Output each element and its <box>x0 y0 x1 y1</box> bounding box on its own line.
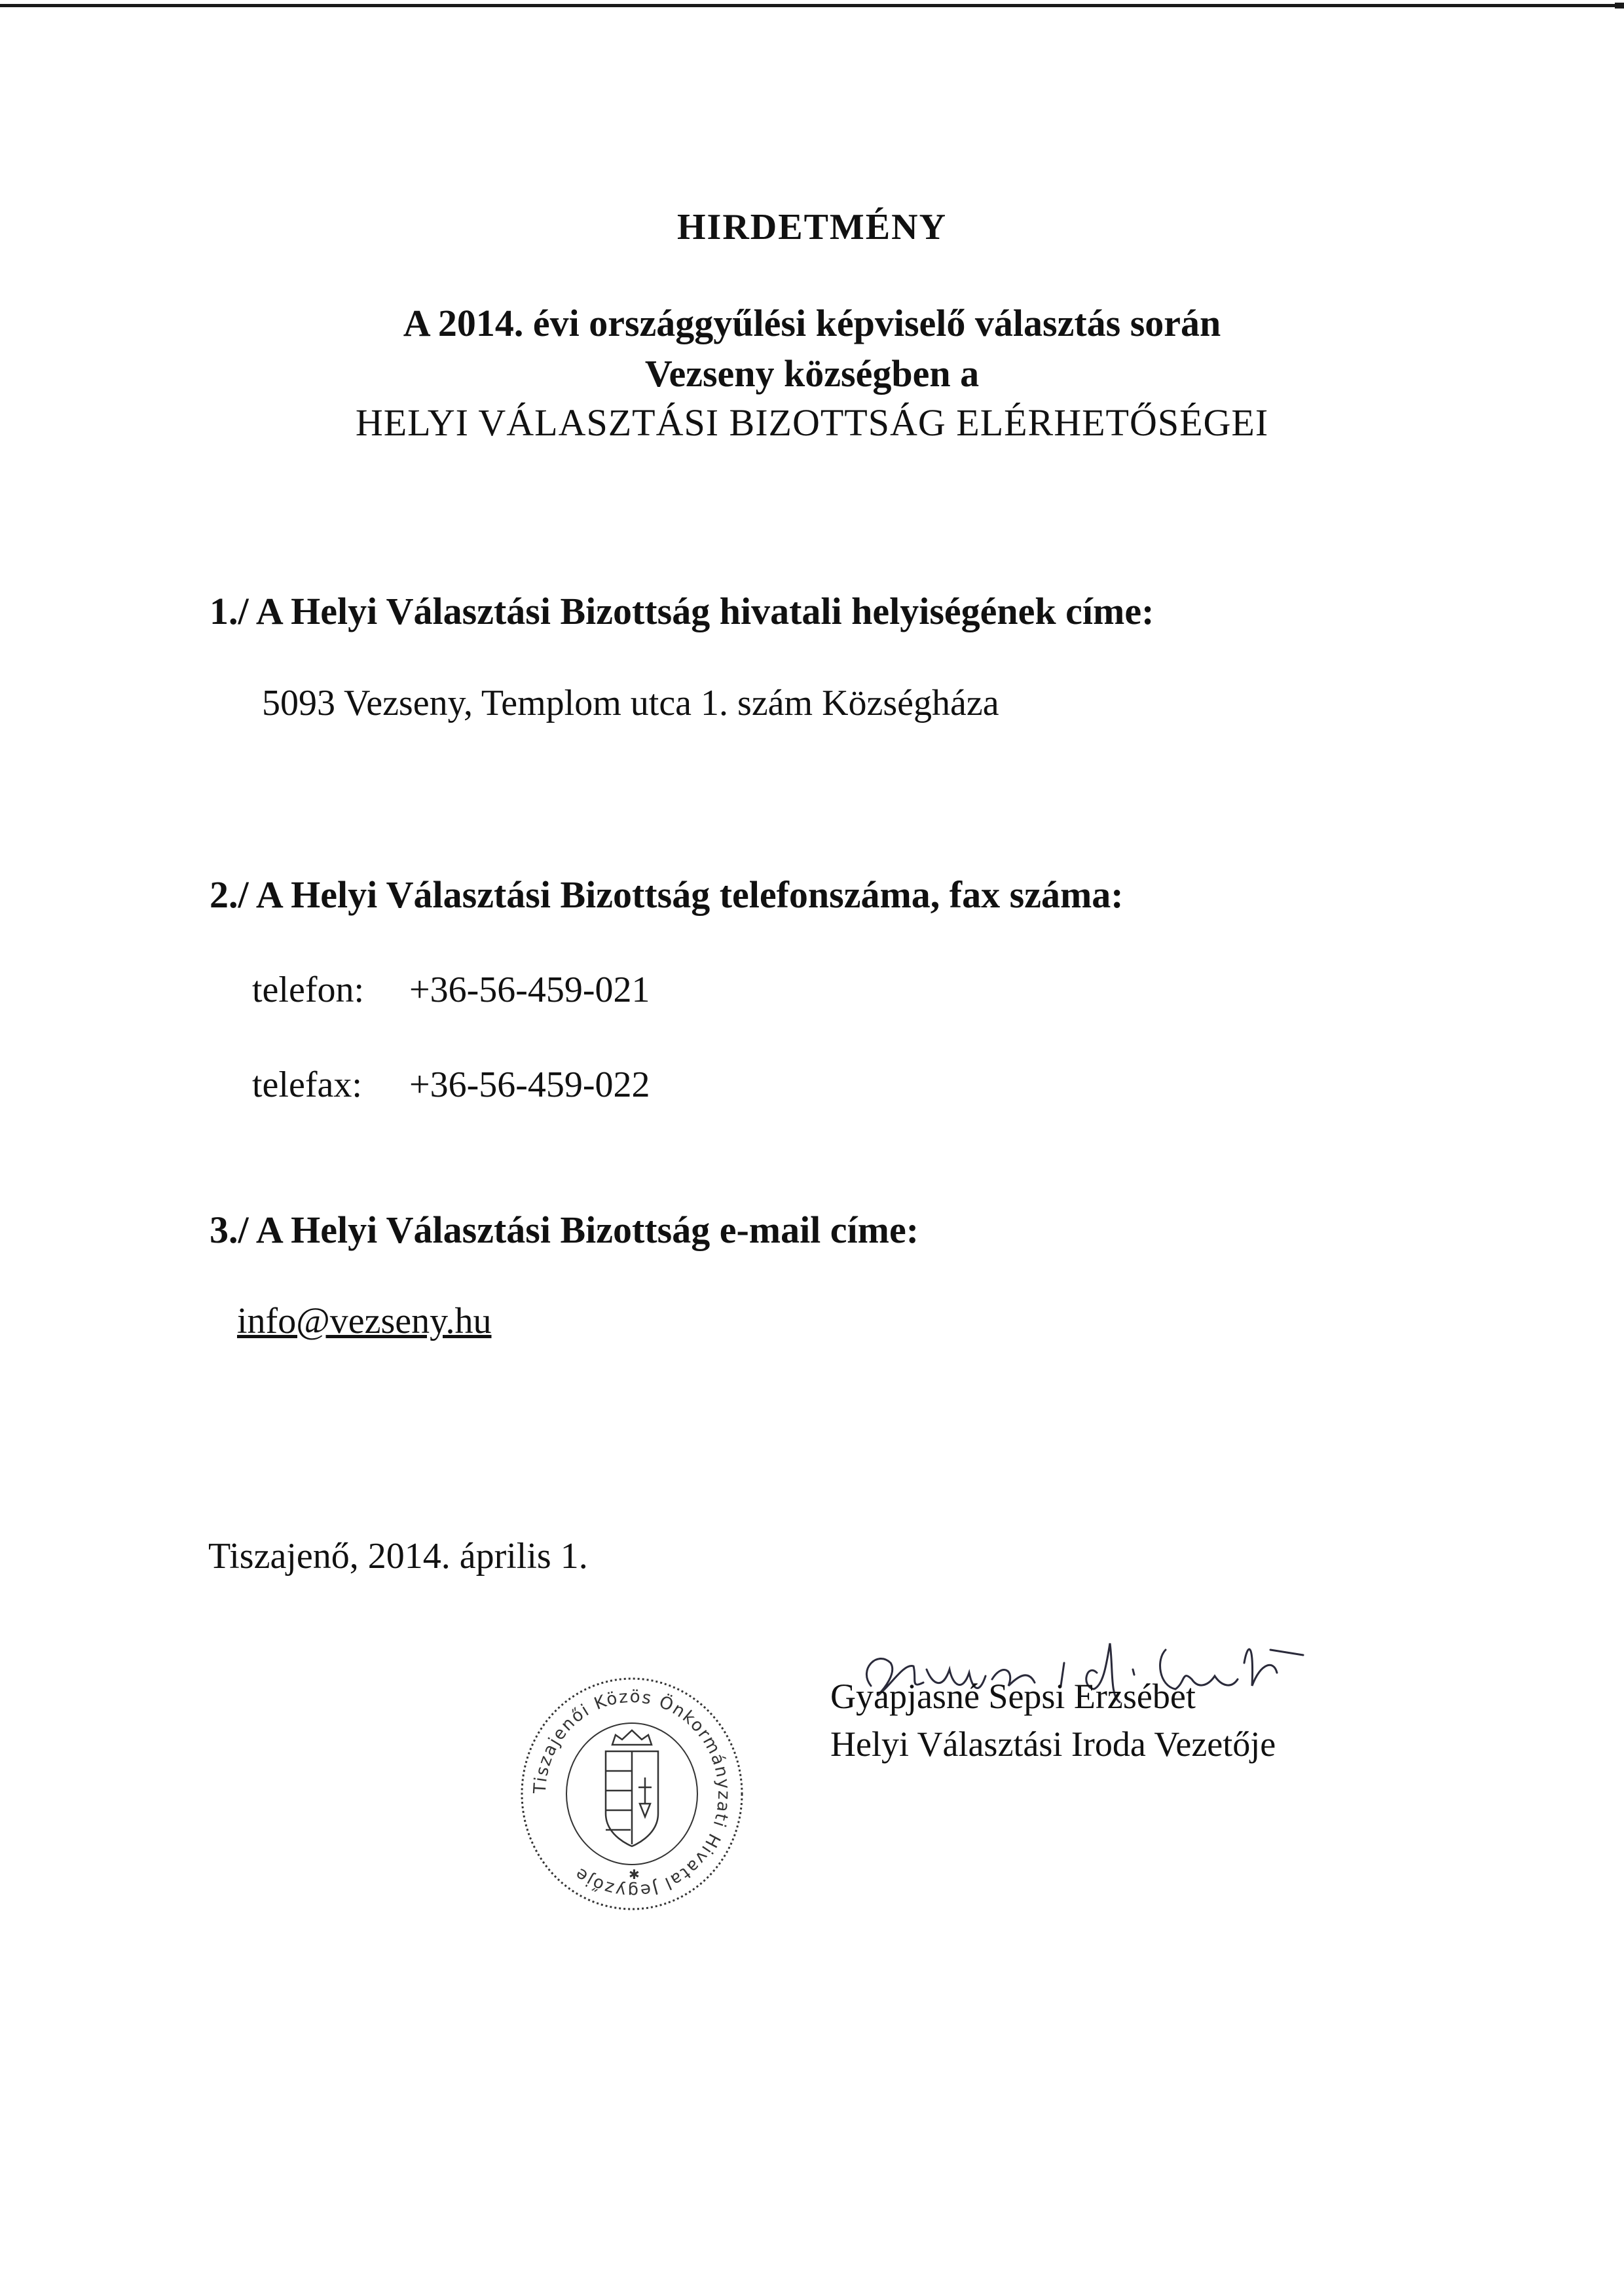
signer-name: Gyapjasné Sepsi Erzsébet <box>830 1677 1196 1716</box>
address-heading: 1./ A Helyi Választási Bizottság hivatali helyiségének címe: <box>210 590 1154 632</box>
document-title: HIRDETMÉNY <box>676 207 948 247</box>
address-value: 5093 Vezseny, Templom utca 1. szám Községháza <box>262 683 999 723</box>
fax-value: +36-56-459-022 <box>409 1065 650 1105</box>
svg-text:✱: ✱ <box>629 1867 640 1882</box>
scan-edge-mark <box>1615 3 1624 9</box>
seal-text: Tiszajenői Közös Önkormányzati Hivatal Jegyzője <box>530 1686 734 1901</box>
subtitle-line-3: HELYI VÁLASZTÁSI BIZOTTSÁG ELÉRHETŐSÉGEI <box>355 401 1269 444</box>
email-heading: 3./ A Helyi Választási Bizottság e-mail címe: <box>210 1209 919 1251</box>
phone-heading: 2./ A Helyi Választási Bizottság telefonszáma, fax száma: <box>210 873 1124 916</box>
email-link[interactable]: info@vezseny.hu <box>237 1301 492 1341</box>
subtitle-line-2: Vezseny községben a <box>644 352 980 395</box>
signer-title: Helyi Választási Iroda Vezetője <box>830 1724 1276 1764</box>
place-date: Tiszajenő, 2014. április 1. <box>208 1536 588 1576</box>
fax-label: telefax: <box>252 1065 362 1105</box>
phone-label: telefon: <box>252 970 365 1010</box>
official-seal-icon <box>514 1673 750 1915</box>
scan-edge-line <box>0 4 1624 7</box>
fax-line <box>252 1064 650 1106</box>
phone-value: +36-56-459-021 <box>409 970 650 1010</box>
phone-line <box>252 969 650 1011</box>
subtitle-line-1: A 2014. évi országgyűlési képviselő választás során <box>403 302 1221 344</box>
